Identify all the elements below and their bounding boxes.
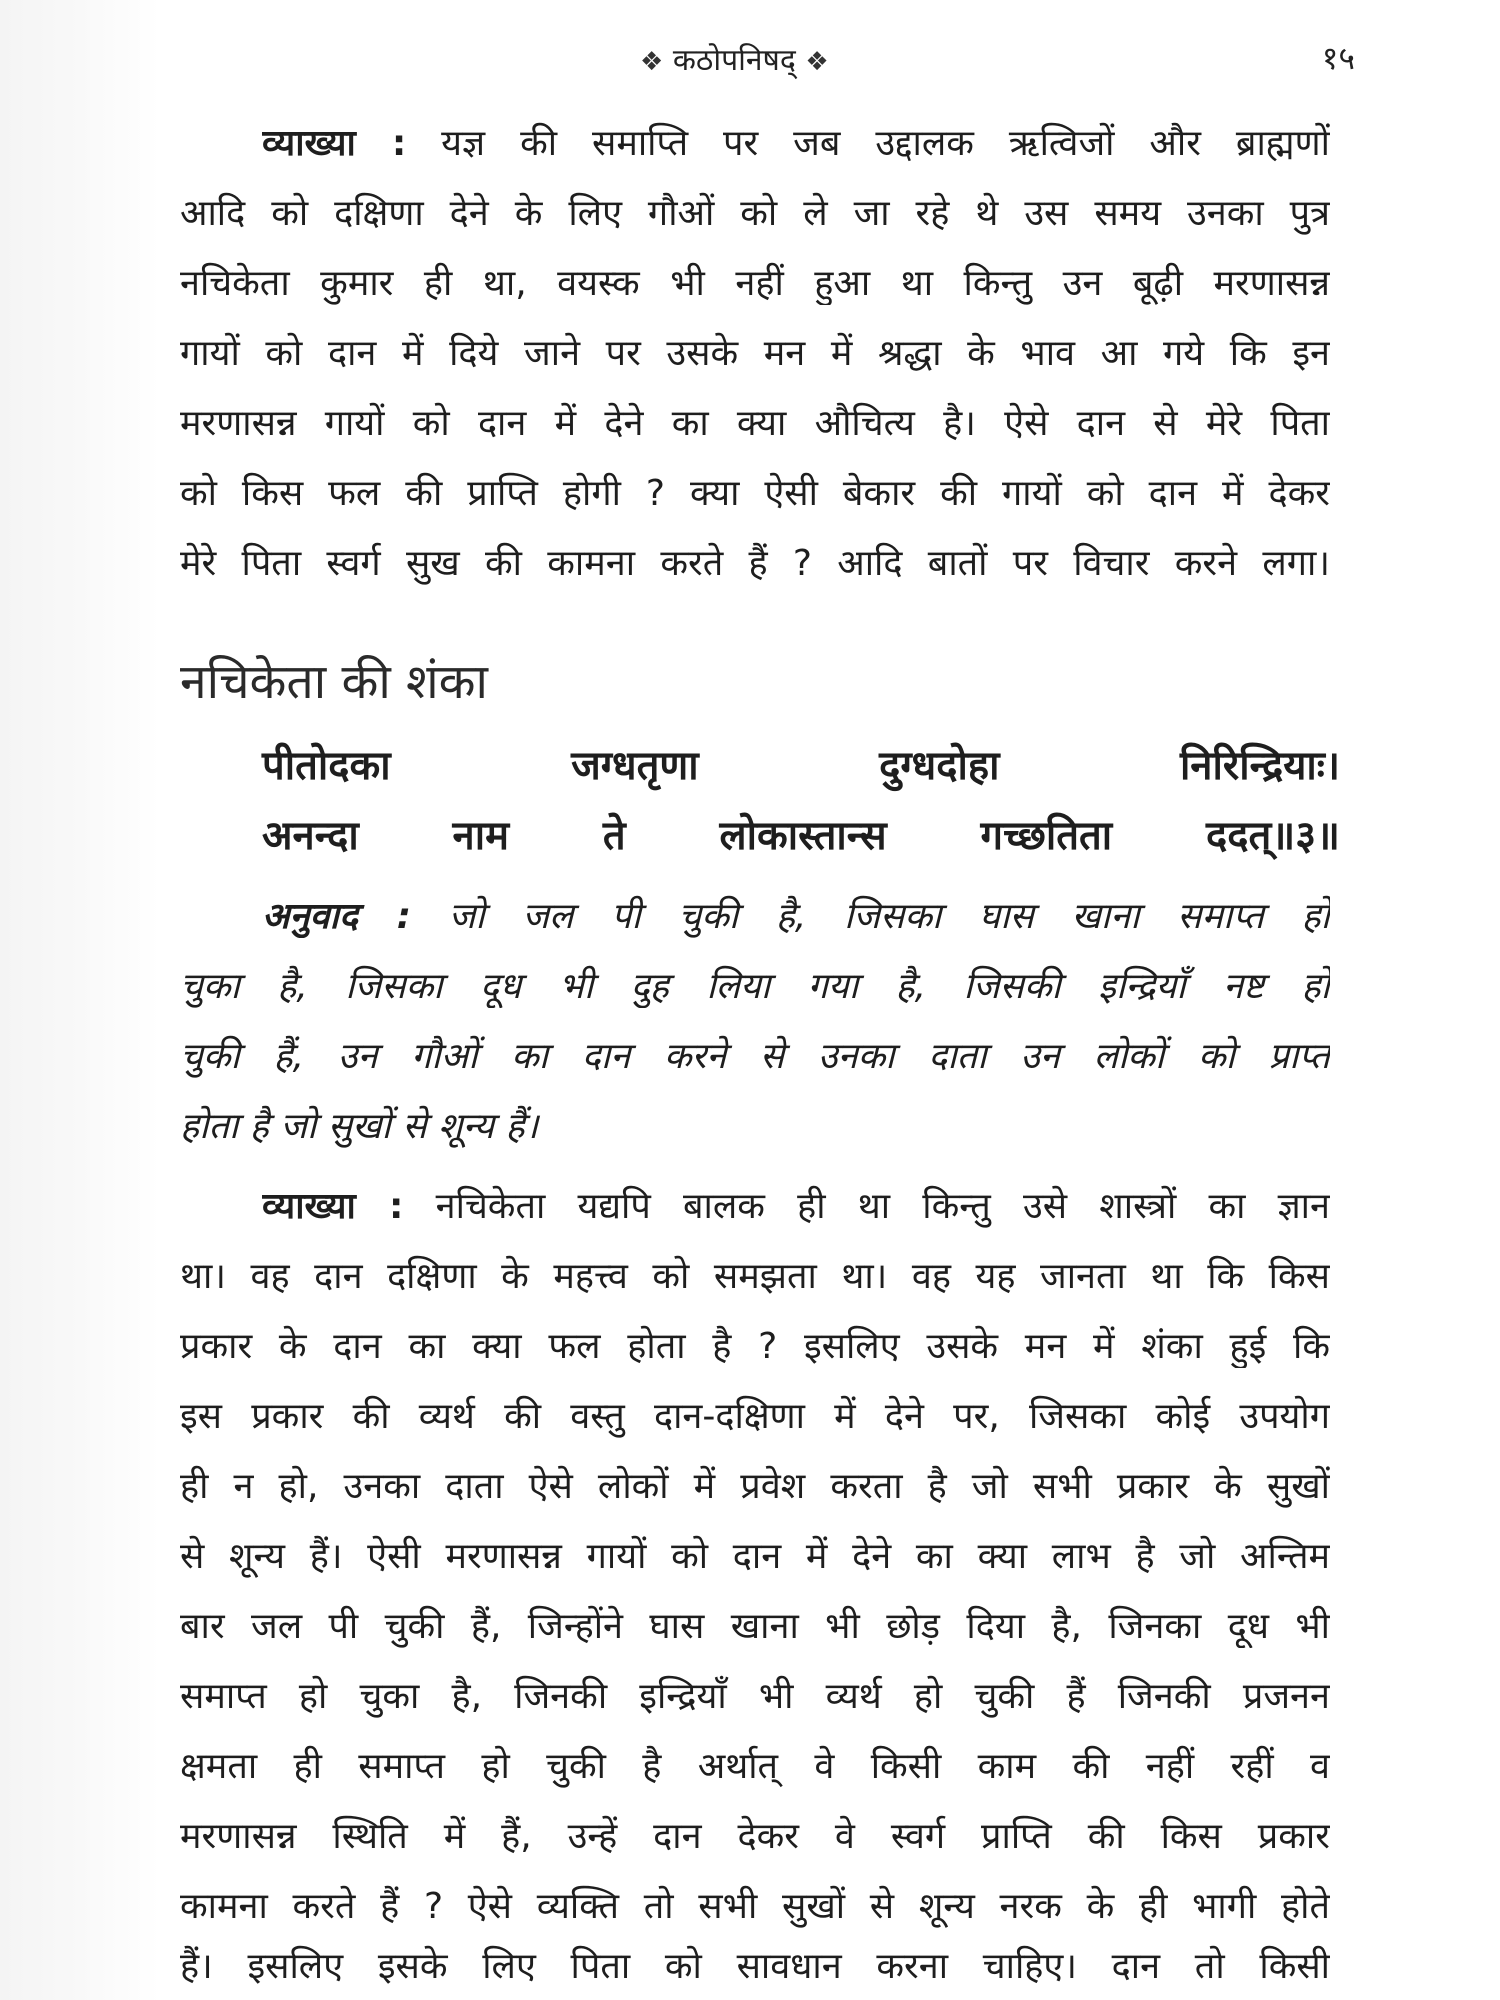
ornament-right: ❖ xyxy=(805,47,829,77)
translation-line xyxy=(262,895,1330,938)
running-header xyxy=(640,38,829,79)
translation-line: चुका है, जिसका दूध भी दुह लिया गया है, जिसकी इन्द्रियाँ नष्ट हो xyxy=(180,966,1330,1007)
paragraph-line: गायों को दान में दिये जाने पर उसके मन में श्रद्धा के भाव आ गये कि इन xyxy=(180,333,1330,374)
paragraph-line: को किस फल की प्राप्ति होगी ? क्या ऐसी बेकार की गायों को दान में देकर xyxy=(180,473,1330,514)
paragraph-line: से शून्य हैं। ऐसी मरणासन्न गायों को दान में देने का क्या लाभ है जो अन्तिम xyxy=(180,1536,1330,1577)
paragraph-line: मेरे पिता स्वर्ग सुख की कामना करते हैं ? आदि बातों पर विचार करने लगा। xyxy=(180,543,1330,584)
paragraph-text: नचिकेता यद्यपि बालक ही था किन्तु उसे शास्त्रों का ज्ञान xyxy=(435,1186,1330,1227)
paragraph-line: प्रकार के दान का क्या फल होता है ? इसलिए उसके मन में शंका हुई कि xyxy=(180,1326,1330,1367)
translation-label: अनुवाद : xyxy=(262,896,412,937)
commentary-label: व्याख्या : xyxy=(262,123,407,164)
paragraph-line: क्षमता ही समाप्त हो चुकी है अर्थात् वे किसी काम की नहीं रहीं व xyxy=(180,1746,1330,1787)
paragraph-line: बार जल पी चुकी हैं, जिन्होंने घास खाना भी छोड़ दिया है, जिनका दूध भी xyxy=(180,1606,1330,1647)
section-heading: नचिकेता की शंका xyxy=(180,654,488,710)
translation-line: चुकी हैं, उन गौओं का दान करने से उनका दाता उन लोकों को प्राप्त xyxy=(180,1036,1330,1077)
translation-line: होता है जो सुखों से शून्य हैं। xyxy=(180,1106,539,1147)
paragraph-line xyxy=(262,1185,1330,1228)
paragraph-line: मरणासन्न स्थिति में हैं, उन्हें दान देकर वे स्वर्ग प्राप्ति की किस प्रकार xyxy=(180,1816,1330,1857)
paragraph-line: हैं। इसलिए इसके लिए पिता को सावधान करना चाहिए। दान तो किसी xyxy=(180,1946,1330,1987)
verse-line-2: अनन्दा नाम ते लोकास्तान्स गच्छतिता ददत्॥३॥ xyxy=(262,813,1340,859)
ornament-left: ❖ xyxy=(640,47,664,77)
translation-text: जो जल पी चुकी है, जिसका घास खाना समाप्त हो xyxy=(448,896,1330,937)
paragraph-line: इस प्रकार की व्यर्थ की वस्तु दान-दक्षिणा में देने पर, जिसका कोई उपयोग xyxy=(180,1396,1330,1437)
paragraph-text: यज्ञ की समाप्ति पर जब उद्दालक ऋत्विजों और ब्राह्मणों xyxy=(441,123,1330,164)
paragraph-line: ही न हो, उनका दाता ऐसे लोकों में प्रवेश करता है जो सभी प्रकार के सुखों xyxy=(180,1466,1330,1507)
paragraph-line: नचिकेता कुमार ही था, वयस्क भी नहीं हुआ था किन्तु उन बूढ़ी मरणासन्न xyxy=(180,263,1330,304)
commentary-label: व्याख्या : xyxy=(262,1186,404,1227)
page-number: १५ xyxy=(1321,39,1355,77)
paragraph-line: समाप्त हो चुका है, जिनकी इन्द्रियाँ भी व्यर्थ हो चुकी हैं जिनकी प्रजनन xyxy=(180,1676,1330,1717)
running-title: कठोपनिषद् xyxy=(672,43,796,78)
paragraph-line: आदि को दक्षिणा देने के लिए गौओं को ले जा रहे थे उस समय उनका पुत्र xyxy=(180,193,1330,234)
paragraph-line xyxy=(262,122,1330,165)
verse-line-1: पीतोदका जग्धतृणा दुग्धदोहा निरिन्द्रियाः। xyxy=(262,743,1340,789)
paragraph-line: कामना करते हैं ? ऐसे व्यक्ति तो सभी सुखों से शून्य नरक के ही भागी होते xyxy=(180,1886,1330,1927)
paragraph-line: था। वह दान दक्षिणा के महत्त्व को समझता था। वह यह जानता था कि किस xyxy=(180,1256,1330,1297)
paragraph-line: मरणासन्न गायों को दान में देने का क्या औचित्य है। ऐसे दान से मेरे पिता xyxy=(180,403,1330,444)
